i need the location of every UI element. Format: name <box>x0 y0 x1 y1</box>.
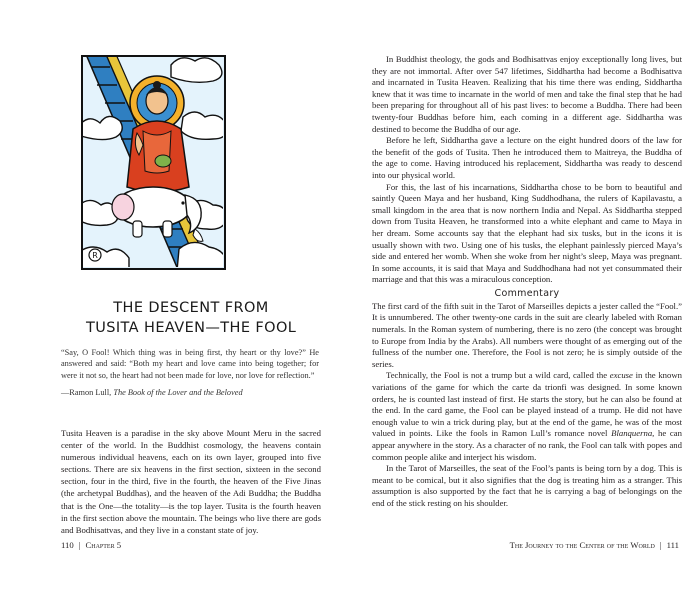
commentary-paragraph-2: Technically, the Fool is not a trump but a wild card, called the excuse in the known variations of the game for which the carte da trionfi was designed. In some known orders, he is counted last instead of first. He starts the story, but he can also be found at the end. In the card game, the Fool can be played instead of a trump. He did not have enough value to win a trick during play, but at the end of the game, he was of the most valued in points. Like the fools in Ramon Lull’s romance novel Blanquerna, he can appear anywhere in the story. As a character of no rank, the Fool can talk with popes and common people alike and interject his wisdom. <box>372 370 682 462</box>
attribution-book-title: The Book of the Lover and the Beloved <box>113 388 243 398</box>
right-paragraph-3: For this, the last of his incarnations, Siddhartha chose to be born to beautiful and saintly Queen Maya and her husband, King Suddhodhana, the rulers of Kapilavastu, a small kingdom in the area that is now northern India and Nepal. As Siddhartha stepped down from Tusita Heaven, he transformed into a white elephant and came to Maya in her dream. Some accounts say that the elephant had six tusks, but in the icons it is usually shown with two. Using one of his tusks, the elephant painlessly pierced Maya’s side and entered her womb. When she woke from her night’s sleep, Maya was pregnant. In some accounts, it is said that Maya and Suddhodhana had not yet consummated their marriage and that this was a miraculous conception. <box>372 181 682 285</box>
right-paragraph-2: Before he left, Siddhartha gave a lecture on the eight hundred doors of the law for the benefit of the gods of Tusita. Then he introduced them to Maitreya, the Buddha of the age to come. Having introduced his replacement, Siddhartha was ready to descend into our physical world. <box>372 135 682 180</box>
right-folio: The Journey to the Center of the World | 111 <box>509 540 679 550</box>
left-body-text <box>61 427 321 536</box>
epigraph-attribution <box>61 387 319 398</box>
commentary-paragraph-3: In the Tarot of Marseilles, the seat of the Fool’s pants is being torn by a dog. This is meant to be comical, but it also signifies that the dog is treating him as a stranger. This assumption is also supported by the fact that he is carrying a bag of belongings on the end of the stick resting on his shoulder. <box>372 463 682 508</box>
page-number-right: 111 <box>666 540 679 550</box>
chapter-title-line-1: THE DESCENT FROM <box>113 300 269 316</box>
right-body-text <box>372 54 682 510</box>
chapter-title <box>86 298 296 338</box>
commentary-paragraph-1: The first card of the fifth suit in the Tarot of Marseilles depicts a jester called the “Fool.” It is unnumbered. The other twenty-one cards in the suit are clearly labeled with Roman numerals. In the Roman system of numbering, there is no zero (the concept was brought to Europe from India by the Arabs). All numbers were thought of as emerging out of the fullness of the number one. Therefore, the Fool is not zero; he is simply outside of the series. <box>372 300 682 369</box>
running-head-left: Chapter 5 <box>85 540 122 550</box>
epigraph <box>61 347 319 399</box>
left-paragraph: Tusita Heaven is a paradise in the sky above Mount Meru in the sacred center of the world. In the Buddhist cosmology, the heavens contain numerous individual heavens, each on its own layer, grouped into five sections. There are six heavens in the first section, sixteen in the second section, four in the third, five in the fourth, the heaven of the Five Jinas (the archetypal Buddhas), and the heaven of the Adi Buddha; the Buddha that is the One—the totality—is the top layer. Tusita is the fourth heaven in the first section above the mountain. The beings who live there are gods and Bodhisattvas, and they live in a constant state of joy. <box>61 428 321 535</box>
buddha-elephant-artwork <box>83 57 223 267</box>
blanquerna-title: Blanquerna <box>611 428 653 439</box>
chapter-title-line-2: TUSITA HEAVEN—THE FOOL <box>86 320 297 336</box>
attribution-prefix: —Ramon Lull, <box>61 388 114 398</box>
commentary-heading: Commentary <box>494 287 560 299</box>
right-page <box>350 0 700 600</box>
running-head-right: The Journey to the Center of the World <box>509 540 655 550</box>
epigraph-quote: “Say, O Fool! Which thing was in being first, thy heart or thy love?” He answered and said: “Both my heart and love came into being together; for were it not so, the heart had not been made for love, nor love for reflection.” <box>61 348 319 380</box>
tarot-card-illustration <box>81 55 226 270</box>
right-paragraph-1: In Buddhist theology, the gods and Bodhisattvas enjoy exceptionally long lives, but they are not immortal. After over 547 lifetimes, Siddhartha had become a Bodhisattva and incarnated in Tusita Heaven. Realizing that his time there was ending, Siddhartha knew that it was time to incarnate in the world of men and take the final step that he had been preparing for throughout all of his past lives: to become a Buddha. There had been twenty-four Buddhas before him, each coming in a different age. Siddhartha was destined to become the Buddha of our age. <box>372 54 682 134</box>
page-number-left: 110 <box>61 540 74 550</box>
left-folio: 110 | Chapter 5 <box>61 540 122 550</box>
excuse-term: excuse <box>609 370 633 381</box>
artist-monogram: R <box>92 251 98 260</box>
